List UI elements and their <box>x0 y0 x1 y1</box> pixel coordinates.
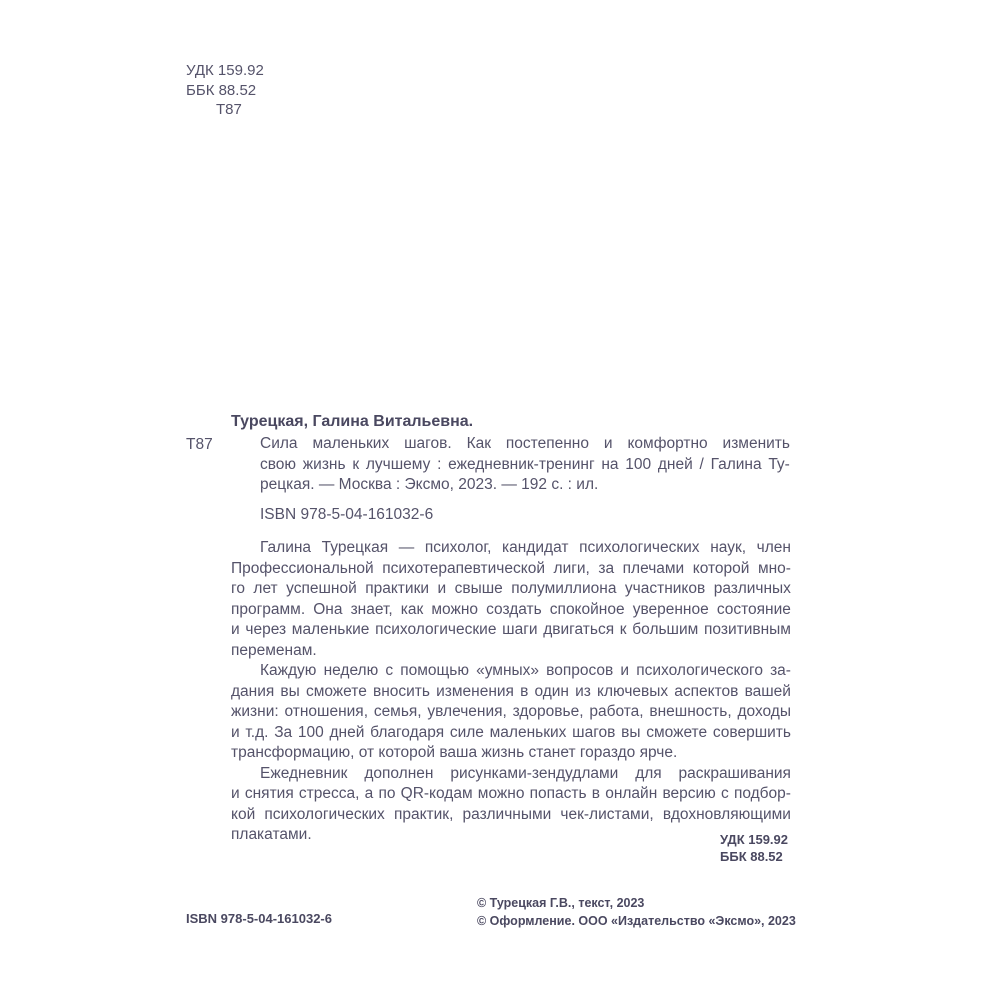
word: практик, <box>393 805 454 823</box>
word: как <box>400 600 424 618</box>
word: семья, <box>373 703 422 720</box>
annotation-line <box>231 579 791 600</box>
word: член <box>756 539 791 556</box>
word: подбор- <box>733 785 791 802</box>
entry-author-mark: Т87 <box>186 436 213 453</box>
word: дополнен <box>364 764 434 782</box>
word: большим <box>632 621 699 638</box>
word: 100 <box>297 723 324 741</box>
word: наук, <box>710 539 747 556</box>
word: маленькие <box>291 621 370 638</box>
word: психотерапевтической <box>382 559 545 577</box>
word: дней <box>657 455 693 473</box>
word: Она <box>313 600 343 618</box>
word: сможете <box>646 723 708 741</box>
word: неделю <box>323 662 379 679</box>
word: изменить <box>722 435 790 452</box>
word: психологического <box>636 662 763 679</box>
annotation-line <box>231 538 791 559</box>
word: версию <box>662 785 716 802</box>
word: Турецкая <box>321 539 389 556</box>
word: сможете <box>305 682 367 700</box>
word: с <box>385 662 394 679</box>
word: Галина <box>710 455 762 473</box>
annotation-line <box>231 784 791 805</box>
word: Каждую <box>260 662 317 679</box>
word: можно <box>477 785 525 802</box>
top-classification <box>186 61 264 120</box>
author-mark: Т87 <box>216 101 242 118</box>
annotation-line <box>231 723 791 744</box>
word: по <box>378 785 396 802</box>
word: т.д. <box>245 723 269 741</box>
word: один <box>534 682 569 700</box>
entry-line <box>260 434 790 455</box>
word: состояние <box>716 600 791 618</box>
word: вы <box>621 723 641 741</box>
word: участников <box>624 580 706 597</box>
word: Профессиональной <box>231 559 374 577</box>
word: шагов <box>572 723 616 741</box>
annotation-line: плакатами. <box>231 826 312 843</box>
bottom-bbk-code: ББК 88.52 <box>720 849 783 864</box>
word: для <box>635 764 662 782</box>
word: через <box>245 621 287 638</box>
word: и <box>437 580 447 597</box>
copyright-design: © Оформление. ООО «Издательство «Эксмо», 2023 <box>477 914 796 928</box>
word: / <box>699 455 704 473</box>
isbn-bottom: ISBN 978-5-04-161032-6 <box>186 911 332 926</box>
bottom-udk-code: УДК 159.92 <box>720 832 788 847</box>
word: психологических <box>264 805 385 823</box>
word: двигаться <box>543 621 615 638</box>
word: и <box>231 723 240 741</box>
bottom-classification <box>720 831 788 865</box>
word: шаги <box>502 621 538 638</box>
word: ежедневник-тренинг <box>448 455 595 473</box>
annotation <box>231 538 791 846</box>
word: вопросов <box>546 662 614 679</box>
word: Как <box>466 435 491 452</box>
word: доходы <box>737 703 791 720</box>
word: увлечения, <box>427 703 507 720</box>
word: го <box>231 580 245 597</box>
word: успешной <box>286 580 357 597</box>
word: за- <box>770 662 791 679</box>
annotation-line <box>231 620 791 641</box>
word: программ. <box>231 600 306 618</box>
word: QR-кодам <box>400 785 473 802</box>
word: вносить <box>372 682 430 700</box>
word: жизни: <box>231 703 279 720</box>
word: аспектов <box>674 682 739 700</box>
word: — <box>398 539 415 556</box>
word: различными <box>462 805 552 823</box>
word: За <box>274 723 293 741</box>
word: с <box>721 785 729 802</box>
word: внешность, <box>649 703 732 720</box>
word: на <box>601 455 619 473</box>
word: а <box>364 785 374 802</box>
bibliographic-entry <box>260 434 790 496</box>
word: комфортно <box>627 435 708 452</box>
word: : <box>437 455 442 473</box>
word: помощью <box>400 662 469 679</box>
word: полумиллиона <box>511 580 617 597</box>
word: дания <box>231 682 275 700</box>
word: спокойное <box>549 600 625 618</box>
word: вдохновляющими <box>662 805 791 823</box>
word: раскрашивания <box>678 764 791 782</box>
word: психологических <box>579 539 700 556</box>
word: свыше <box>454 580 503 597</box>
bbk-code: ББК 88.52 <box>186 81 257 99</box>
word: и <box>231 621 240 638</box>
isbn-line: ISBN 978-5-04-161032-6 <box>260 506 434 523</box>
word: благодаря <box>370 723 445 741</box>
word: рисунками-зендудлами <box>450 764 619 782</box>
word: уверенное <box>632 600 709 618</box>
word: работа, <box>589 703 644 720</box>
word: дней <box>329 723 365 741</box>
word: свою <box>260 455 297 473</box>
word: практики <box>365 580 430 597</box>
word: изменения <box>436 682 514 700</box>
annotation-line <box>231 805 791 826</box>
word: Сила <box>260 435 298 452</box>
word: знает, <box>350 600 393 618</box>
word: силе <box>449 723 484 741</box>
word: Ежедневник <box>260 764 348 782</box>
word: совершить <box>712 723 791 741</box>
word: снятия <box>244 785 294 802</box>
word: лет <box>253 580 278 597</box>
word: шагов. <box>404 435 452 452</box>
word: маленьких <box>489 723 567 741</box>
word: и <box>231 785 240 802</box>
udk-code: УДК 159.92 <box>186 62 264 79</box>
copyright-text: © Турецкая Г.В., текст, 2023 <box>477 896 645 910</box>
word: онлайн <box>605 785 658 802</box>
copyright-block <box>477 894 796 930</box>
word: постепенно <box>505 435 589 452</box>
word: к <box>619 621 627 638</box>
author-heading: Турецкая, Галина Витальевна. <box>231 413 474 430</box>
annotation-line <box>231 661 791 682</box>
word: позитивным <box>704 621 791 638</box>
entry-line <box>260 455 790 476</box>
annotation-line <box>231 702 791 723</box>
word: 100 <box>625 455 652 473</box>
word: в <box>591 785 601 802</box>
annotation-line <box>231 764 791 785</box>
entry-line: рецкая. — Москва : Эксмо, 2023. — 192 с. : ил. <box>260 476 599 493</box>
word: кой <box>231 805 256 823</box>
word: мно- <box>757 559 791 577</box>
word: которой <box>692 559 750 577</box>
word: «умных» <box>476 662 540 679</box>
word: различных <box>713 580 791 597</box>
word: психолог, <box>424 539 492 556</box>
word: за <box>598 559 615 577</box>
word: кандидат <box>502 539 569 556</box>
word: из <box>575 682 591 700</box>
word: лиги, <box>553 559 590 577</box>
word: попасть <box>529 785 587 802</box>
word: ключевых <box>597 682 669 700</box>
word: к <box>352 455 360 473</box>
word: жизнь <box>302 455 346 473</box>
word: вашей <box>744 682 791 700</box>
word: маленьких <box>312 435 390 452</box>
word: отношения, <box>284 703 369 720</box>
word: и <box>603 435 613 452</box>
word: здоровье, <box>512 703 584 720</box>
annotation-line <box>231 559 791 580</box>
annotation-line <box>231 682 791 703</box>
word: стресса, <box>298 785 360 802</box>
word: можно <box>431 600 478 618</box>
word: чек-листами, <box>560 805 654 823</box>
word: Ту- <box>768 455 790 473</box>
word: вы <box>280 682 300 700</box>
annotation-line: трансформацию, от которой ваша жизнь станет гораздо ярче. <box>231 744 678 761</box>
word: Галина <box>260 539 312 556</box>
word: и <box>620 662 630 679</box>
word: лучшему <box>365 455 431 473</box>
word: психологические <box>375 621 497 638</box>
annotation-line <box>231 600 791 621</box>
annotation-line: переменам. <box>231 641 317 659</box>
word: в <box>520 682 529 700</box>
word: плечами <box>622 559 685 577</box>
word: создать <box>486 600 542 618</box>
